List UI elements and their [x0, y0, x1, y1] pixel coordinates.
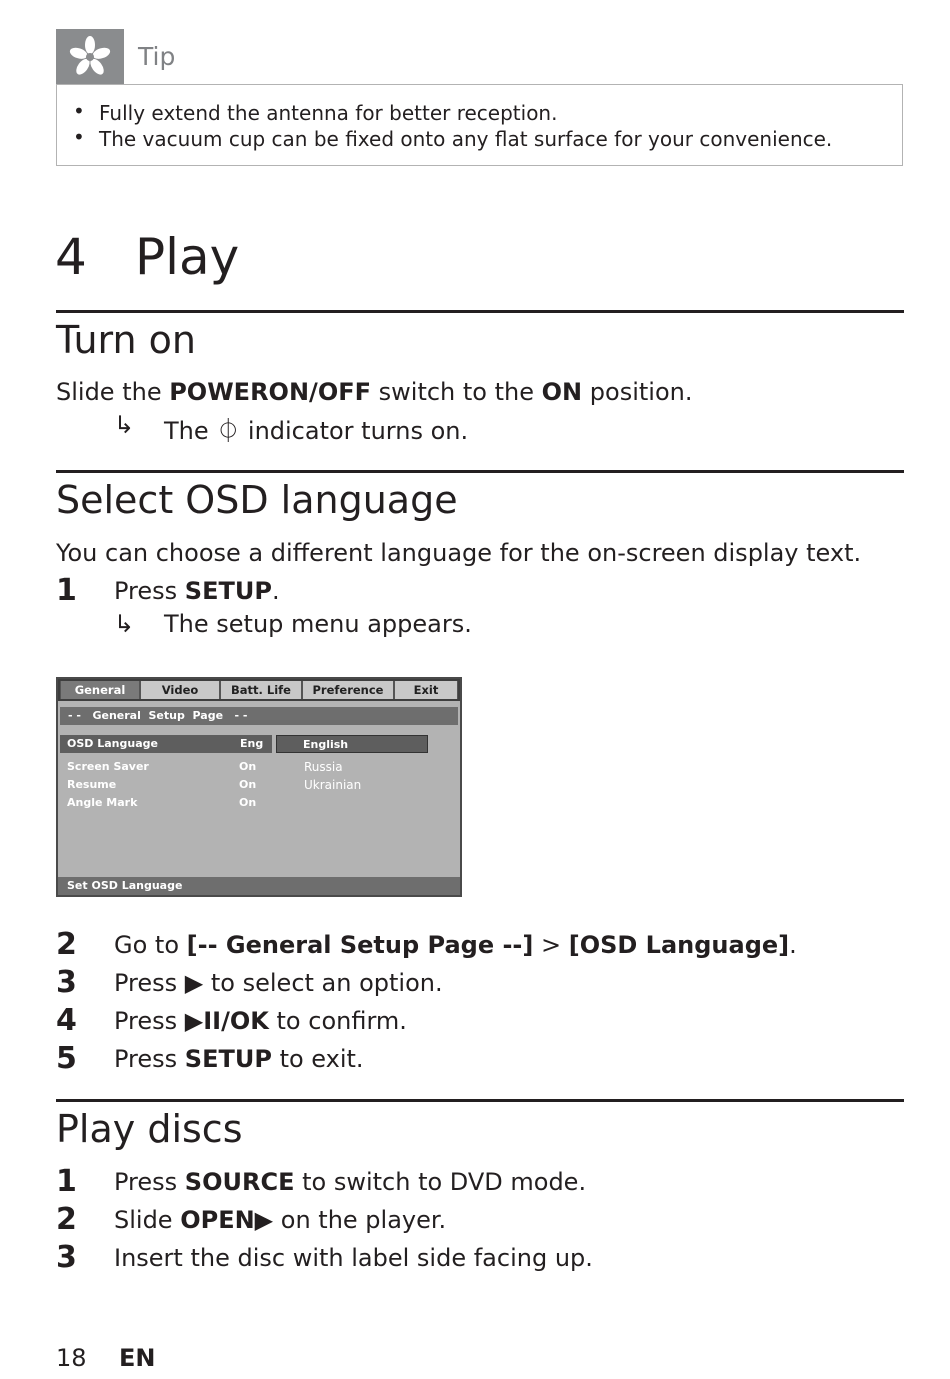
osd-row-label: Screen Saver — [67, 760, 149, 773]
osd-page-title: - - General Setup Page - - — [60, 707, 458, 725]
tip-box — [56, 84, 903, 166]
osd-row-value: On — [239, 778, 257, 791]
chapter-name: Play — [135, 228, 240, 286]
turn-on-instruction: Slide the POWERON/OFF switch to the ON position. — [56, 378, 693, 406]
section-rule — [56, 310, 904, 313]
osd-row-label: Resume — [67, 778, 117, 791]
osd-tab-bar — [58, 679, 460, 701]
section-heading-play-discs: Play discs — [56, 1107, 243, 1151]
osd-tab-preference: Preference — [302, 681, 394, 699]
osd-tab-general: General — [60, 681, 140, 699]
chapter-number: 4 — [55, 228, 87, 286]
osd-tab-video: Video — [140, 681, 220, 699]
tip-item: • Fully extend the antenna for better reception. — [99, 101, 557, 125]
osd-row-value: On — [239, 760, 257, 773]
language-code: EN — [119, 1344, 156, 1372]
osd-status-bar: Set OSD Language — [58, 877, 460, 895]
osd-selected-option: English — [276, 735, 428, 753]
section-rule — [56, 470, 904, 473]
tip-label: Tip — [138, 42, 176, 71]
power-indicator-icon: ⏀ — [216, 417, 241, 445]
chapter-title — [55, 228, 239, 286]
osd-tab-exit: Exit — [394, 681, 458, 699]
osd-setup-menu-screenshot — [56, 677, 462, 897]
osd-option: Russia — [304, 760, 343, 774]
osd-row-value: On — [239, 796, 257, 809]
right-arrow-icon: ▶ — [184, 969, 204, 997]
section-rule — [56, 1099, 904, 1102]
osd-row-label: Angle Mark — [67, 796, 138, 809]
page-number: 18 — [56, 1344, 87, 1372]
tip-icon — [56, 29, 124, 85]
osd-tab-batt-life: Batt. Life — [220, 681, 302, 699]
tip-item: • The vacuum cup can be fixed onto any flat surface for your convenience. — [99, 127, 832, 151]
section-heading-osd-language: Select OSD language — [56, 478, 458, 522]
osd-option: Ukrainian — [304, 778, 362, 792]
section-heading-turn-on: Turn on — [56, 318, 196, 362]
play-pause-ok-key: ▶II/OK — [184, 1007, 269, 1035]
osd-selected-row: OSD Language Eng — [60, 735, 272, 753]
result-arrow-icon: ↳ — [114, 610, 135, 638]
result-arrow-icon: ↳ — [114, 411, 135, 439]
osd-intro: You can choose a different language for the on-screen display text. — [56, 539, 862, 567]
